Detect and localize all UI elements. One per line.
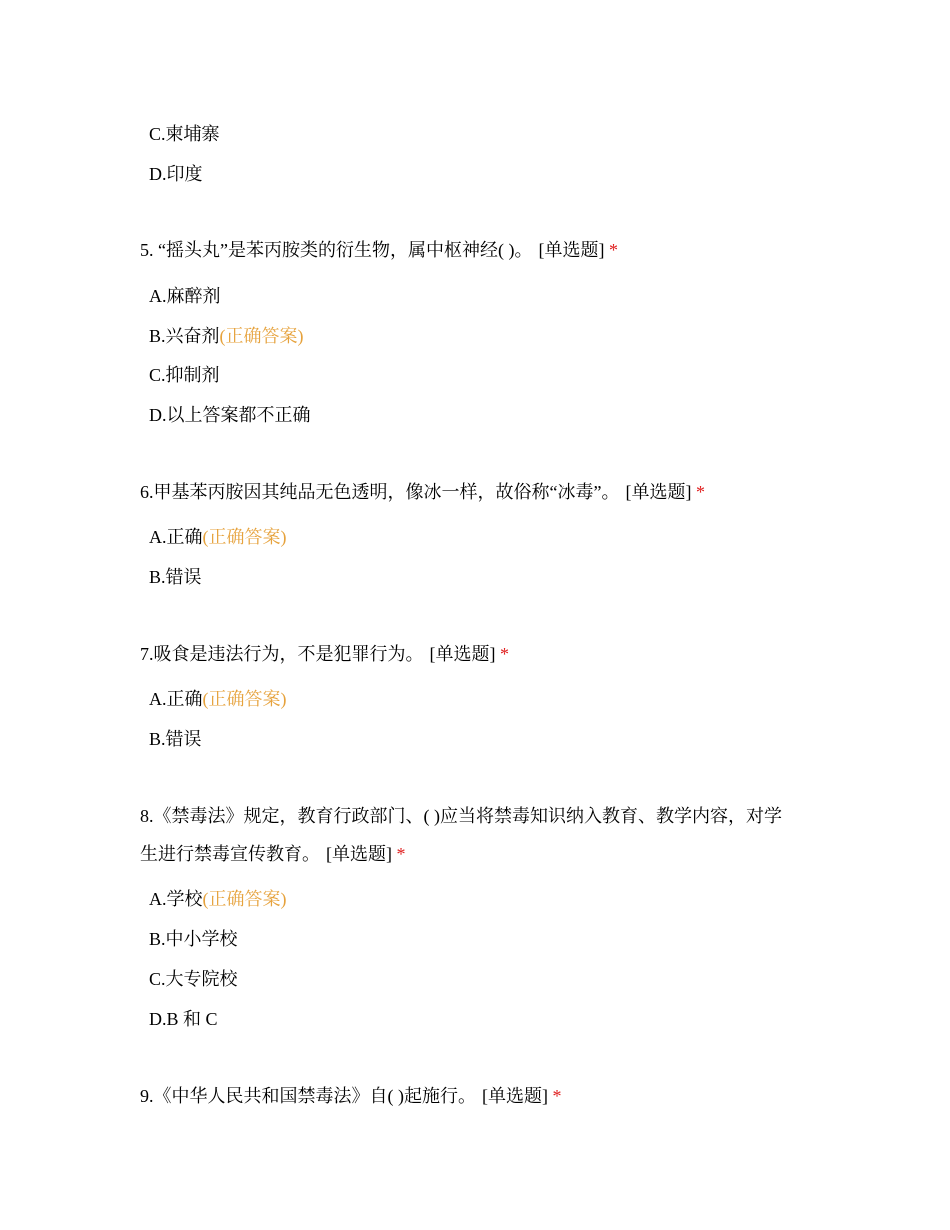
q8-option-b[interactable]: B.中小学校: [149, 929, 238, 949]
question-7-title: 7.吸食是违法行为，不是犯罪行为。 [单选题] *: [140, 644, 509, 664]
question-8-title-line1: 8.《禁毒法》规定，教育行政部门、( )应当将禁毒知识纳入教育、教学内容，对学: [140, 806, 782, 826]
required-mark: *: [552, 1086, 562, 1106]
q5-option-b[interactable]: B.兴奋剂(正确答案): [149, 326, 304, 346]
correct-answer-label: (正确答案): [202, 527, 287, 547]
correct-answer-label: (正确答案): [219, 326, 304, 346]
question-9-title: 9.《中华人民共和国禁毒法》自( )起施行。 [单选题] *: [140, 1086, 562, 1106]
q6-option-b[interactable]: B.错误: [149, 567, 202, 587]
question-type-tag: [单选题]: [538, 240, 605, 260]
required-mark: *: [396, 844, 406, 864]
required-mark: *: [500, 644, 509, 664]
q8-option-a[interactable]: A.学校(正确答案): [149, 889, 287, 909]
question-6-title: 6.甲基苯丙胺因其纯品无色透明，像冰一样，故俗称“冰毒”。 [单选题] *: [140, 482, 705, 502]
question-5-title: 5. “摇头丸”是苯丙胺类的衍生物，属中枢神经( )。 [单选题] *: [140, 240, 618, 260]
question-type-tag: [单选题]: [625, 482, 692, 502]
question-type-tag: [单选题]: [326, 844, 392, 864]
q5-option-a[interactable]: A.麻醉剂: [149, 286, 221, 306]
option-d[interactable]: D.印度: [149, 164, 203, 184]
question-8-title-line2: 生进行禁毒宣传教育。 [单选题] *: [140, 844, 406, 864]
q7-option-a[interactable]: A.正确(正确答案): [149, 689, 287, 709]
q5-option-d[interactable]: D.以上答案都不正确: [149, 405, 311, 425]
q5-option-c[interactable]: C.抑制剂: [149, 365, 220, 385]
required-mark: *: [695, 482, 705, 502]
option-c[interactable]: C.柬埔寨: [149, 124, 220, 144]
required-mark: *: [608, 240, 618, 260]
q6-option-a[interactable]: A.正确(正确答案): [149, 527, 287, 547]
question-type-tag: [单选题]: [429, 644, 496, 664]
q7-option-b[interactable]: B.错误: [149, 729, 202, 749]
question-type-tag: [单选题]: [482, 1086, 548, 1106]
correct-answer-label: (正确答案): [202, 689, 287, 709]
q8-option-c[interactable]: C.大专院校: [149, 969, 238, 989]
q8-option-d[interactable]: D.B 和 C: [149, 1009, 218, 1029]
correct-answer-label: (正确答案): [202, 889, 287, 909]
